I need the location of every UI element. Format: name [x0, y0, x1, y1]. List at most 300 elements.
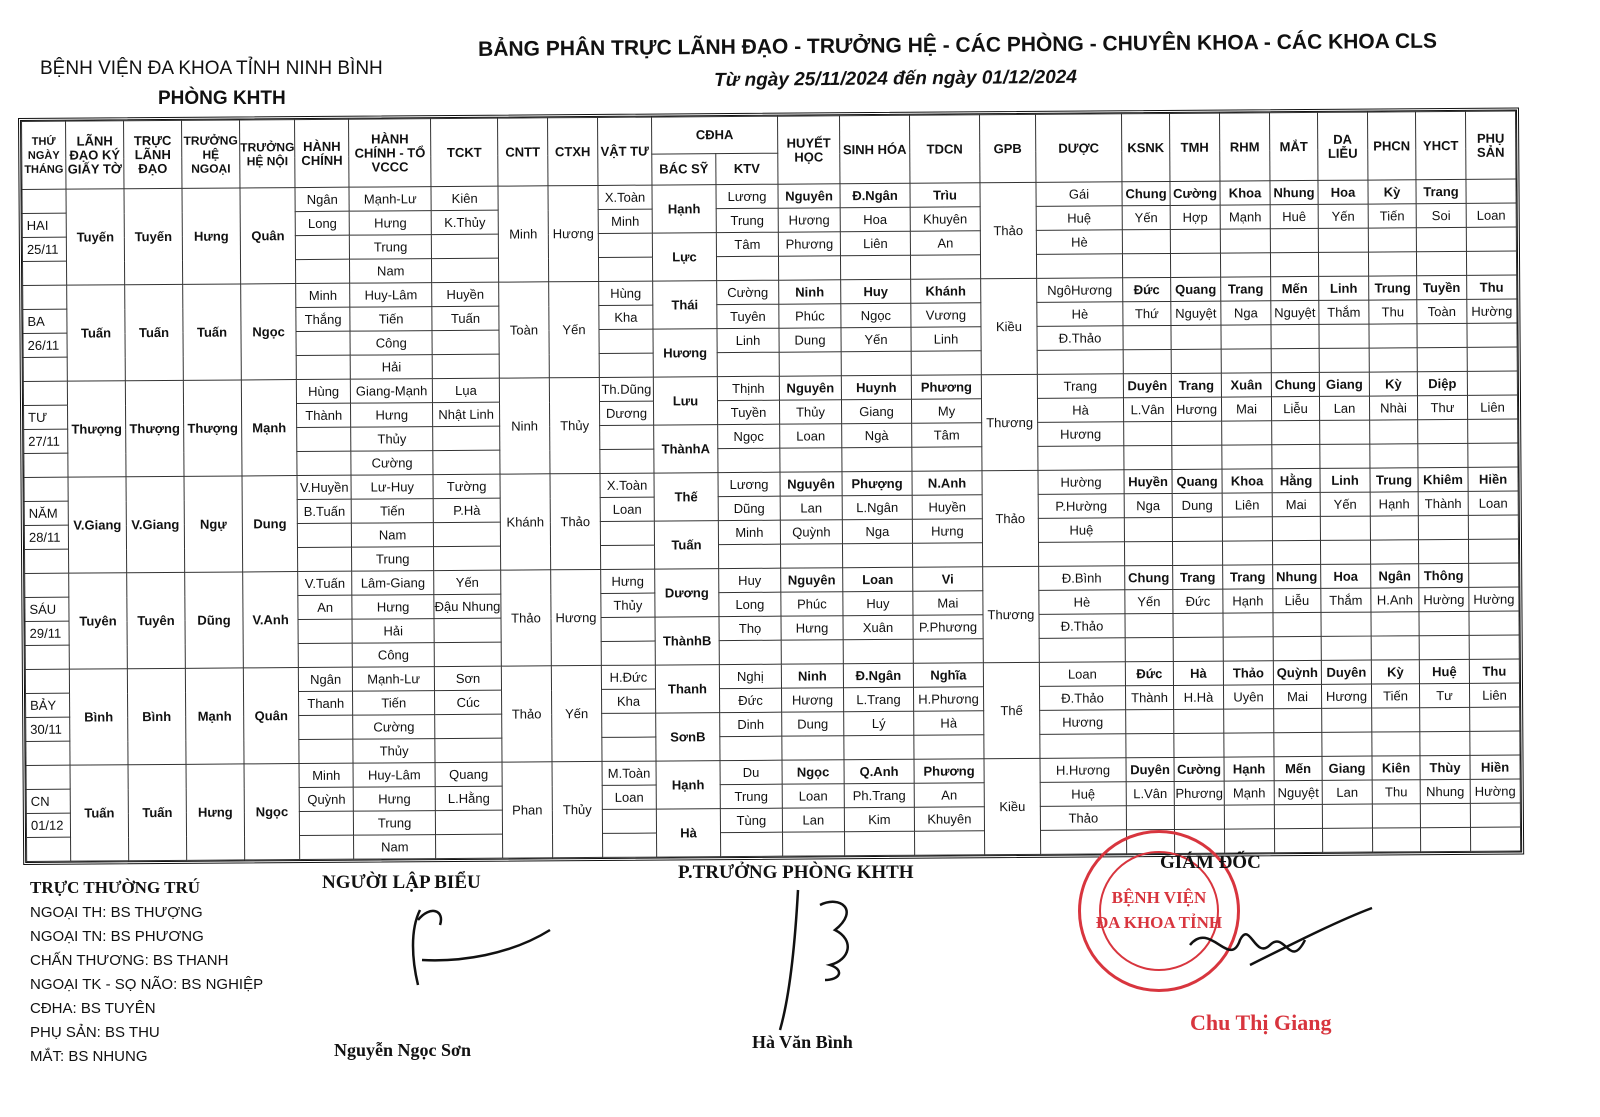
imaging-tech [719, 640, 781, 664]
cntt-cell: Thảo [501, 666, 552, 762]
preparer-signature [400, 900, 560, 990]
leader-duty: Tuấn [128, 764, 187, 860]
ph-cell [1372, 828, 1420, 852]
yh-cell [1417, 323, 1467, 347]
tckt-cell: Đậu Nhung [434, 594, 501, 618]
col-header-cdha: CĐHA [651, 116, 777, 154]
col-header-hanh-chinh: HÀNH CHÍNH [295, 119, 349, 187]
biochem-cell: Yến [841, 327, 911, 351]
admin-cell: Hùng [297, 379, 351, 403]
biochem-cell: Kim [844, 807, 914, 831]
tmh-cell [1172, 541, 1222, 565]
ps-cell: Loan [1468, 491, 1518, 515]
pathology-cell: Thương [983, 566, 1040, 662]
ps-cell [1470, 803, 1520, 827]
dl-cell [1322, 732, 1372, 756]
dl-cell: Yến [1320, 492, 1370, 516]
tdcn-cell: An [914, 783, 984, 807]
tmh-cell: Hà [1173, 661, 1223, 685]
ks-cell [1123, 349, 1171, 373]
col-header-tckt: TCKT [431, 118, 498, 186]
tdcn-cell [911, 351, 981, 375]
resident-item: NGOẠI TN: BS PHƯƠNG [30, 928, 204, 945]
imaging-tech [720, 736, 782, 760]
day-date: 01/12 [26, 813, 70, 837]
col-header-phcn: PHCN [1367, 112, 1415, 180]
hematology-cell: Hương [778, 208, 840, 232]
ps-cell [1467, 323, 1517, 347]
day-cell [24, 453, 68, 477]
supplies-cell [601, 617, 655, 641]
ps-cell [1470, 731, 1520, 755]
preparer-title: NGƯỜI LẬP BIỂU [322, 872, 481, 893]
rhm-cell [1224, 733, 1274, 757]
ks-cell: Thành [1125, 685, 1173, 709]
yh-cell: Trang [1416, 179, 1466, 203]
admin-vccc-cell: Thủy [353, 739, 435, 764]
yh-cell: Huệ [1419, 659, 1469, 683]
pharmacy-cell: Trang [1037, 374, 1123, 399]
yh-cell [1420, 803, 1470, 827]
tckt-cell: Sơn [435, 666, 502, 690]
ps-cell [1470, 827, 1520, 851]
admin-cell: V.Tuấn [298, 571, 352, 595]
ks-cell [1122, 229, 1170, 253]
admin-cell: Quỳnh [299, 787, 353, 811]
supplies-cell [598, 257, 652, 281]
hematology-cell [781, 640, 843, 664]
supplies-cell: Loan [602, 785, 656, 809]
biochem-cell: Đ.Ngân [840, 183, 910, 207]
head-internal: Dung [242, 476, 298, 572]
tdcn-cell: Khuyên [910, 207, 980, 231]
director-signature [1150, 900, 1380, 990]
pathology-cell: Thảo [980, 182, 1037, 278]
leader-duty: Bình [127, 668, 186, 764]
ks-cell [1126, 733, 1174, 757]
tckt-cell [435, 738, 502, 762]
ps-cell: Hiền [1470, 755, 1520, 779]
admin-cell: B.Tuấn [297, 499, 351, 523]
dl-cell: Thắm [1319, 300, 1369, 324]
yh-cell [1418, 539, 1468, 563]
yh-cell: Thùy [1420, 755, 1470, 779]
admin-cell [297, 451, 351, 475]
col-header-yhct: YHCT [1415, 111, 1465, 179]
supplies-cell: Hùng [599, 281, 653, 305]
hematology-cell [780, 448, 842, 472]
day-cell [25, 645, 69, 669]
supplies-cell: Hưng [601, 569, 655, 593]
biochem-cell: L.Trang [843, 687, 913, 711]
imaging-tech: Huy [719, 568, 781, 592]
day-cell [23, 357, 67, 381]
rhm-cell: Mạnh [1220, 205, 1270, 229]
col-header-sinh-hoa: SINH HÓA [839, 115, 909, 183]
admin-cell [298, 619, 352, 643]
col-header-lanhdao: LÃNH ĐẠO KÝ GIẤY TỜ [66, 121, 124, 189]
biochem-cell: Ngọc [841, 303, 911, 327]
hematology-cell [782, 832, 844, 856]
tckt-cell: Lụa [433, 378, 500, 402]
admin-cell: Thắng [296, 307, 350, 331]
ks-cell [1125, 613, 1173, 637]
ks-cell [1124, 445, 1172, 469]
pharmacy-cell [1038, 542, 1124, 567]
ps-cell [1468, 515, 1518, 539]
tmh-cell: Đức [1173, 589, 1223, 613]
leader-duty: Tuyến [124, 188, 183, 284]
mat-cell: Mến [1274, 756, 1322, 780]
rhm-cell [1220, 229, 1270, 253]
biochem-cell: Liên [840, 231, 910, 255]
date-range: Từ ngày 25/11/2024 đến ngày 01/12/2024 [714, 66, 1077, 91]
mat-cell: Nguyệt [1274, 780, 1322, 804]
ps-cell: Liên [1469, 683, 1519, 707]
tmh-cell: Hương [1171, 397, 1221, 421]
dl-cell: Hương [1321, 684, 1371, 708]
supplies-cell: Kha [601, 689, 655, 713]
tckt-cell [432, 354, 499, 378]
department-name: PHÒNG KHTH [158, 88, 286, 109]
ctxh-cell: Thủy [552, 761, 603, 857]
head-internal: Ngọc [244, 764, 300, 860]
day-cell [22, 189, 66, 213]
admin-vccc-cell: Lư-Huy [351, 475, 433, 500]
pharmacy-cell: Loan [1039, 662, 1125, 687]
head-surgery: Dũng [185, 572, 244, 668]
admin-vccc-cell: Trung [354, 811, 436, 836]
biochem-cell: L.Ngân [842, 495, 912, 519]
tmh-cell [1172, 421, 1222, 445]
ps-cell [1467, 347, 1517, 371]
tmh-cell: Quang [1171, 277, 1221, 301]
dl-cell [1320, 420, 1370, 444]
imaging-tech: Long [719, 592, 781, 616]
admin-vccc-cell: Mạnh-Lư [349, 187, 431, 212]
hematology-cell: Quỳnh [780, 520, 842, 544]
day-date: 25/11 [22, 237, 66, 261]
tdcn-cell: Mai [913, 591, 983, 615]
tckt-cell [432, 258, 499, 282]
ks-cell: Duyên [1123, 373, 1171, 397]
imaging-tech: Lương [718, 472, 780, 496]
ps-cell: Loan [1466, 203, 1516, 227]
hematology-cell: Nguyên [781, 568, 843, 592]
dl-cell: Giang [1322, 756, 1372, 780]
biochem-cell [843, 639, 913, 663]
admin-vccc-cell: Trung [352, 547, 434, 572]
admin-vccc-cell: Hưng [349, 211, 431, 236]
tdcn-cell [910, 255, 980, 279]
ps-cell [1469, 611, 1519, 635]
head-surgery: Thượng [183, 380, 242, 476]
ph-cell [1372, 732, 1420, 756]
imaging-tech: Dinh [720, 712, 782, 736]
yh-cell [1416, 251, 1466, 275]
admin-cell [296, 259, 350, 283]
ph-cell [1370, 420, 1418, 444]
ks-cell: Huyền [1124, 469, 1172, 493]
col-header-tmh: TMH [1169, 113, 1219, 181]
tdcn-cell [912, 447, 982, 471]
resident-item: CĐHA: BS TUYÊN [30, 1000, 156, 1017]
rhm-cell: Liên [1222, 493, 1272, 517]
dl-cell: Yến [1318, 204, 1368, 228]
hematology-cell: Hương [781, 688, 843, 712]
schedule-table [21, 111, 1521, 862]
hematology-cell: Nguyên [778, 184, 840, 208]
director-title: GIÁM ĐỐC [1160, 852, 1261, 873]
biochem-cell: Q.Anh [844, 759, 914, 783]
ks-cell: Yến [1122, 205, 1170, 229]
biochem-cell: Loan [843, 567, 913, 591]
tdcn-cell [914, 831, 984, 855]
rhm-cell: Mai [1221, 397, 1271, 421]
imaging-doctor: ThànhA [654, 425, 718, 473]
day-cell [27, 837, 71, 861]
supplies-cell [600, 449, 654, 473]
hematology-cell: Loan [782, 784, 844, 808]
pharmacy-cell: Hà [1037, 398, 1123, 423]
imaging-doctor: Dương [655, 569, 719, 617]
biochem-cell: Huynh [841, 375, 911, 399]
deputy-title: P.TRƯỞNG PHÒNG KHTH [678, 862, 914, 883]
biochem-cell: Đ.Ngân [843, 663, 913, 687]
mat-cell [1273, 612, 1321, 636]
resident-title: TRỰC THƯỜNG TRÚ [30, 878, 201, 897]
imaging-tech [716, 256, 778, 280]
pharmacy-cell: Hương [1040, 710, 1126, 735]
ps-cell: Thu [1469, 659, 1519, 683]
leader-duty: V.Giang [126, 476, 185, 572]
tdcn-cell: Phương [914, 759, 984, 783]
hematology-cell: Nguyên [779, 376, 841, 400]
pharmacy-cell: NgôHương [1037, 278, 1123, 303]
admin-cell: Thành [297, 403, 351, 427]
admin-cell: Ngân [299, 667, 353, 691]
dl-cell: Lan [1322, 780, 1372, 804]
tmh-cell: Hợp [1170, 205, 1220, 229]
head-internal: Quân [240, 188, 296, 284]
hematology-cell: Hưng [781, 616, 843, 640]
day-date: 29/11 [25, 621, 69, 645]
col-header-ktv: KTV [716, 153, 778, 184]
ph-cell [1372, 708, 1420, 732]
pharmacy-cell: Hường [1038, 470, 1124, 495]
tdcn-cell: N.Anh [912, 471, 982, 495]
imaging-tech [720, 832, 782, 856]
tckt-cell: Tường [433, 474, 500, 498]
leader-signer: V.Giang [68, 477, 127, 573]
supplies-cell [598, 233, 652, 257]
tmh-cell [1171, 349, 1221, 373]
yh-cell: Soi [1416, 203, 1466, 227]
yh-cell: Hường [1419, 587, 1469, 611]
tckt-cell: L.Hằng [435, 786, 502, 810]
supplies-cell [601, 641, 655, 665]
imaging-doctor: Hạnh [652, 185, 716, 233]
mat-cell: Nguyệt [1271, 300, 1319, 324]
imaging-doctor: Thế [654, 473, 718, 521]
imaging-doctor: Hương [653, 329, 717, 377]
imaging-tech: Trung [716, 208, 778, 232]
admin-vccc-cell: Lâm-Giang [352, 571, 434, 596]
supplies-cell: H.Đức [601, 665, 655, 689]
cntt-cell: Toàn [499, 282, 550, 378]
col-header-ksnk: KSNK [1121, 113, 1169, 181]
day-cell [23, 381, 67, 405]
yh-cell [1417, 347, 1467, 371]
pharmacy-cell [1040, 734, 1126, 759]
admin-vccc-cell: Trung [350, 235, 432, 260]
day-cell [23, 285, 67, 309]
hematology-cell: Lan [782, 808, 844, 832]
day-cell [25, 573, 69, 597]
ctxh-cell: Yến [551, 665, 602, 761]
col-header-huyet-hoc: HUYẾT HỌC [777, 116, 839, 184]
col-header-bac-sy: BÁC SỸ [652, 154, 716, 185]
hematology-cell: Ninh [779, 280, 841, 304]
imaging-tech: Linh [717, 328, 779, 352]
rhm-cell: Khoa [1220, 181, 1270, 205]
biochem-cell: Ngà [842, 423, 912, 447]
ks-cell: Đức [1123, 277, 1171, 301]
ks-cell [1123, 325, 1171, 349]
admin-vccc-cell: Tiến [350, 307, 432, 332]
supplies-cell [599, 329, 653, 353]
ks-cell: Thứ [1123, 301, 1171, 325]
pharmacy-cell: Huệ [1038, 518, 1124, 543]
imaging-tech: Thịnh [717, 376, 779, 400]
tdcn-cell: Vi [913, 567, 983, 591]
admin-vccc-cell: Nam [350, 259, 432, 284]
imaging-tech: Dũng [718, 496, 780, 520]
biochem-cell: Giang [841, 399, 911, 423]
leader-duty: Tuyên [127, 572, 186, 668]
rhm-cell: Mạnh [1224, 781, 1274, 805]
tckt-cell [432, 234, 499, 258]
leader-signer: Bình [69, 669, 128, 765]
rhm-cell: Nga [1221, 301, 1271, 325]
col-header-gpb: GPB [979, 114, 1035, 182]
yh-cell: Khiêm [1418, 467, 1468, 491]
tdcn-cell: Khuyên [914, 807, 984, 831]
ph-cell: H.Anh [1371, 588, 1419, 612]
pharmacy-cell [1037, 350, 1123, 375]
tdcn-cell: My [911, 399, 981, 423]
tmh-cell: Trang [1173, 565, 1223, 589]
yh-cell [1416, 227, 1466, 251]
tckt-cell [432, 330, 499, 354]
tdcn-cell [914, 735, 984, 759]
col-header-rhm: RHM [1219, 113, 1269, 181]
ks-cell: Chung [1125, 565, 1173, 589]
tdcn-cell: Hưng [912, 519, 982, 543]
tmh-cell [1173, 613, 1223, 637]
supplies-cell: X.Toàn [598, 185, 652, 209]
pharmacy-cell: Thảo [1040, 806, 1126, 831]
head-internal: Quân [243, 668, 299, 764]
ph-cell [1369, 348, 1417, 372]
day-cell [25, 549, 69, 573]
ph-cell [1370, 516, 1418, 540]
imaging-tech: Đức [719, 688, 781, 712]
pharmacy-cell: Hè [1039, 590, 1125, 615]
ps-cell [1468, 443, 1518, 467]
imaging-tech: Trung [720, 784, 782, 808]
col-header-ctxh: CTXH [547, 117, 597, 185]
ks-cell [1125, 637, 1173, 661]
dl-cell [1320, 516, 1370, 540]
admin-vccc-cell: Tiến [351, 499, 433, 524]
admin-cell: Thanh [299, 691, 353, 715]
tdcn-cell: Vương [911, 303, 981, 327]
admin-vccc-cell: Mạnh-Lư [353, 667, 435, 692]
tdcn-cell: Tâm [912, 423, 982, 447]
biochem-cell [844, 735, 914, 759]
tckt-cell [436, 834, 503, 858]
mat-cell [1271, 348, 1319, 372]
supplies-cell [602, 737, 656, 761]
day-cell [24, 477, 68, 501]
yh-cell: Thư [1417, 395, 1467, 419]
dl-cell [1319, 324, 1369, 348]
imaging-doctor: Hà [656, 809, 720, 857]
tmh-cell: Quang [1172, 469, 1222, 493]
admin-vccc-cell: Công [352, 643, 434, 668]
ps-cell [1466, 179, 1516, 203]
ks-cell [1126, 805, 1174, 829]
ps-cell: Thu [1467, 275, 1517, 299]
ph-cell [1372, 804, 1420, 828]
ks-cell: Nga [1124, 493, 1172, 517]
imaging-doctor: Hạnh [656, 761, 720, 809]
head-internal: Ngọc [241, 284, 297, 380]
supplies-cell [602, 713, 656, 737]
day-cell [26, 741, 70, 765]
rhm-cell [1224, 709, 1274, 733]
hematology-cell [778, 256, 840, 280]
tckt-cell: Kiên [431, 186, 498, 210]
admin-cell: Minh [299, 763, 353, 787]
tckt-cell: P.Hà [433, 498, 500, 522]
ph-cell: Nhài [1369, 396, 1417, 420]
imaging-tech: Tuyền [717, 400, 779, 424]
imaging-tech: Lương [716, 184, 778, 208]
tdcn-cell: H.Phương [913, 687, 983, 711]
tmh-cell [1171, 325, 1221, 349]
admin-cell: Ngân [295, 187, 349, 211]
tmh-cell: Trang [1171, 373, 1221, 397]
tmh-cell [1174, 733, 1224, 757]
imaging-tech: Nghị [719, 664, 781, 688]
tdcn-cell: Nghĩa [913, 663, 983, 687]
imaging-doctor: SơnB [656, 713, 720, 761]
day-date: 30/11 [26, 717, 70, 741]
rhm-cell [1224, 805, 1274, 829]
admin-vccc-cell: Giang-Mạnh [351, 379, 433, 404]
ps-cell [1468, 419, 1518, 443]
tdcn-cell [912, 543, 982, 567]
mat-cell: Nhung [1273, 564, 1321, 588]
ps-cell [1469, 635, 1519, 659]
tckt-cell [435, 714, 502, 738]
yh-cell: Thông [1419, 563, 1469, 587]
pharmacy-cell: Huệ [1036, 206, 1122, 231]
imaging-tech: Tùng [720, 808, 782, 832]
col-header-phu-san: PHỤ SẢN [1465, 111, 1515, 179]
